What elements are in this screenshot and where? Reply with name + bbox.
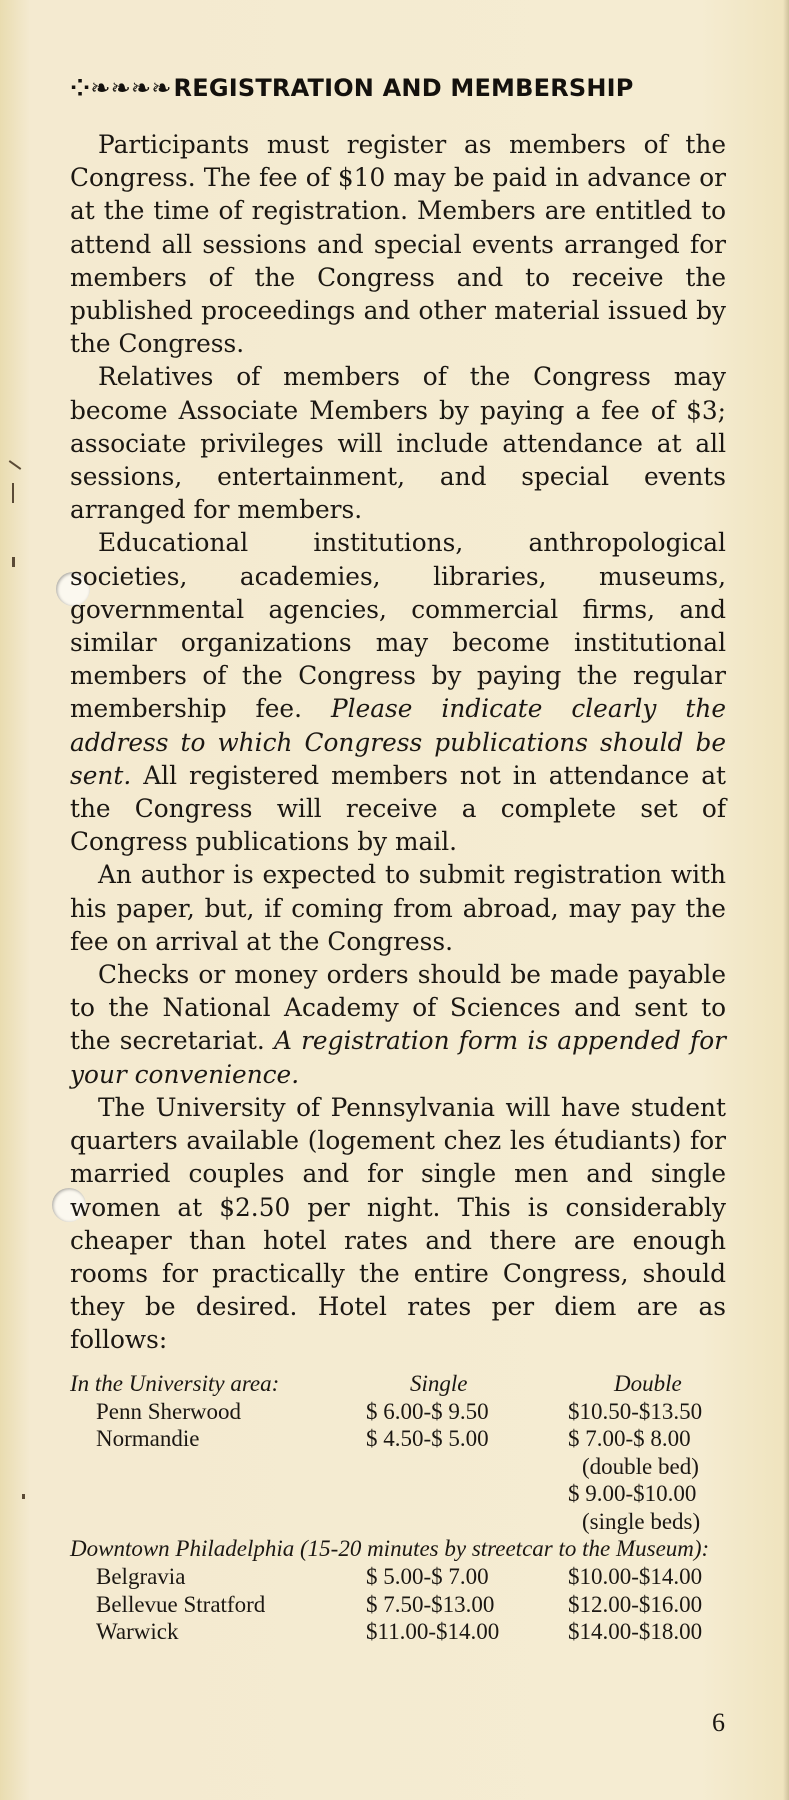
paragraph-payment [70, 958, 726, 1091]
page-edge-shadow [783, 0, 789, 1800]
hotel-row [70, 1425, 730, 1453]
university-area-heading: In the University area: [70, 1371, 280, 1396]
payment-italic-note: A registration form is appended for your convenience. [70, 1026, 726, 1089]
hotel-name: Warwick [96, 1619, 179, 1644]
rate-note-row [70, 1453, 730, 1481]
double-rate: $14.00-$18.00 [568, 1619, 703, 1644]
column-single: Single [410, 1371, 468, 1396]
institutional-italic-note: Please indicate clearly the address to which Congress publications should be sent. [70, 694, 726, 790]
single-rate: $ 6.00-$ 9.50 [366, 1398, 489, 1424]
rate-extra-row [70, 1480, 730, 1508]
margin-mark [9, 460, 22, 470]
institutional-text: Educational institutions, anthropological societies, academies, libraries, museums, governmental agencies, commercial firms, and similar organizations may become institutional members of the Congress by paying the regular membership fee. [70, 528, 726, 724]
hotel-row [70, 1591, 730, 1619]
paragraph-housing: The University of Pennsylvania will have student quarters available (logement chez les étudiants) for married couples and for single men and single women at $2.50 per night. This is considerably cheaper than hotel rates and there are enough rooms for practically the entire Congress, should they be desired. Hotel rates per diem are as follows: [70, 1092, 726, 1355]
hotel-row [70, 1398, 730, 1426]
hotel-row [70, 1563, 730, 1591]
single-rate: $ 7.50-$13.00 [366, 1591, 495, 1617]
hotel-rates-table [70, 1370, 730, 1646]
single-rate: $ 4.50-$ 5.00 [366, 1426, 489, 1451]
double-rate: $10.00-$14.00 [568, 1564, 703, 1589]
double-rate: $ 7.00-$ 8.00 [568, 1426, 691, 1451]
downtown-heading: Downtown Philadelphia (15-20 minutes by streetcar to the Museum): [70, 1536, 710, 1561]
section-heading [70, 74, 730, 102]
double-rate: $ 9.00-$10.00 [568, 1481, 697, 1506]
double-rate: $12.00-$16.00 [568, 1591, 703, 1617]
single-beds-note: (single beds) [582, 1508, 701, 1534]
hotel-name: Bellevue Stratford [96, 1591, 266, 1617]
institutional-text-end: All registered members not in attendance at the Congress will receive a complete set of Congress publications by mail. [70, 760, 726, 857]
double-bed-note: (double bed) [582, 1453, 699, 1479]
single-rate: $11.00-$14.00 [366, 1619, 500, 1644]
paragraph-institutional-members [70, 526, 726, 858]
ornament-icon: ⁘❧❧❧❧ [70, 74, 172, 102]
rates-header-row [70, 1370, 730, 1398]
hotel-row [70, 1618, 730, 1646]
paragraph-authors: An author is expected to submit registration with his paper, but, if coming from abroad, may pay the fee on arrival at the Congress. [70, 860, 726, 956]
page-number: 6 [712, 1708, 725, 1737]
payment-text: Checks or money orders should be made payable to the National Academy of Sciences and sent to the secretariat. [70, 960, 726, 1056]
margin-mark [22, 1494, 25, 1499]
rate-note-row [70, 1508, 730, 1536]
paragraph-registration: Participants must register as members of the Congress. The fee of $10 may be paid in advance or at the time of registration. Members are entitled to attend all sessions and special events arranged for members of the Congress and to receive the published proceedings and other material issued by the Congress. [70, 130, 726, 359]
column-double: Double [614, 1371, 682, 1396]
double-rate: $10.50-$13.50 [568, 1398, 703, 1424]
hotel-name: Normandie [96, 1426, 200, 1451]
hotel-name: Belgravia [96, 1564, 186, 1589]
margin-mark [12, 483, 14, 503]
section-title: REGISTRATION AND MEMBERSHIP [173, 74, 634, 102]
single-rate: $ 5.00-$ 7.00 [366, 1564, 489, 1589]
hotel-name: Penn Sherwood [96, 1398, 242, 1424]
paragraph-associate-members: Relatives of members of the Congress may become Associate Members by paying a fee of $3; associate privileges will include attendance at all sessions, entertainment, and special events arranged for members. [70, 362, 726, 525]
margin-mark [12, 557, 15, 567]
body-text [70, 128, 726, 1357]
